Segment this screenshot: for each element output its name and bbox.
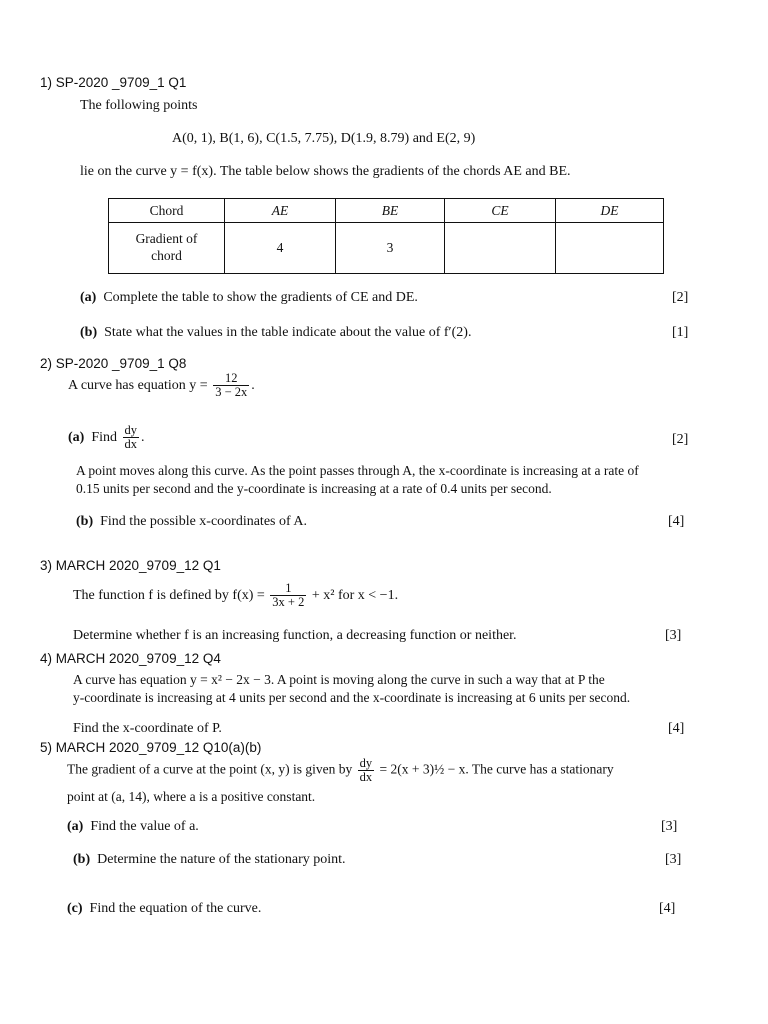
q1-points: A(0, 1), B(1, 6), C(1.5, 7.75), D(1.9, 8.79) and E(2, 9) [172,131,476,146]
q2a-suffix: . [141,429,145,445]
part-label: (b) [80,325,98,340]
q5-grad-suffix: = 2(x + 3)½ − x. The curve has a stationary [379,761,614,777]
table-cell [556,223,664,274]
q2-fraction [213,372,249,399]
q4-line1: A curve has equation y = x² − 2x − 3. A point is moving along the curve in such a way that at P the [73,672,605,687]
q2b-text: Find the possible x-coordinates of A. [100,514,307,529]
q1-curve-text: lie on the curve y = f(x). The table below shows the gradients of the chords AE and BE. [80,164,571,179]
q4-marks: [4] [668,721,685,736]
q2a-marks: [2] [672,432,689,447]
q2-para-line2: 0.15 units per second and the y-coordinate is increasing at a rate of 0.4 units per second. [76,481,552,496]
q3-header: 3) MARCH 2020_9709_12 Q1 [40,558,221,573]
q2-equation [68,372,255,399]
table-row [109,223,664,274]
q5b [73,852,346,868]
q5a [67,819,199,835]
q5a-marks: [3] [661,819,678,834]
q4-line2: y-coordinate is increasing at 4 units per second and the x-coordinate is increasing at 6 units per second. [73,690,631,705]
q5-header: 5) MARCH 2020_9709_12 Q10(a)(b) [40,740,262,755]
q1-header: 1) SP-2020 _9709_1 Q1 [40,75,187,90]
part-label: (a) [80,290,97,305]
q3-question: Determine whether f is an increasing function, a decreasing function or neither. [73,628,517,643]
q2a-fraction [123,424,140,451]
q1a-label [80,290,418,306]
gradient-table [108,198,664,274]
q3-fn-den: 3x + 2 [272,595,305,610]
q3-fn-num: 1 [270,582,306,596]
table-header-cell: Chord [109,199,225,223]
part-label: (a) [68,429,85,445]
q3-fraction [270,582,306,609]
q3-marks: [3] [665,628,682,643]
q2a [68,424,145,451]
q5a-text: Find the value of a. [90,819,199,834]
q4-header: 4) MARCH 2020_9709_12 Q4 [40,651,221,666]
table-header-row [109,199,664,223]
table-header-cell: DE [556,199,664,223]
row-label [109,223,225,274]
table-cell [445,223,556,274]
q2a-den: dx [124,437,138,452]
table-header-cell: BE [336,199,445,223]
table-header-cell: AE [225,199,336,223]
q2-para-line1: A point moves along this curve. As the point passes through A, the x-coordinate is increasing at a rate of [76,463,639,478]
part-label: (a) [67,819,84,834]
q2-eq-prefix: A curve has equation y = [68,377,208,393]
table-cell: 3 [336,223,445,274]
q5-fraction [358,757,375,784]
q2-header: 2) SP-2020 _9709_1 Q8 [40,356,187,371]
q5c-marks: [4] [659,901,676,916]
table-cell: 4 [225,223,336,274]
q1b-text: State what the values in the table indicate about the value of f′(2). [104,325,472,340]
q2a-num: dy [124,423,138,437]
q2-eq-num: 12 [213,372,249,386]
q1-intro: The following points [80,98,198,113]
q2b-marks: [4] [668,514,685,529]
q5b-marks: [3] [665,852,682,867]
q1b-marks: [1] [672,325,689,340]
row-label-text: Gradient of chord [135,231,198,263]
part-label: (c) [67,901,83,916]
q3-fn-suffix: + x² for x < −1. [311,587,399,603]
part-label: (b) [76,514,94,529]
q3-function [73,582,398,609]
q1a-marks: [2] [672,290,689,305]
q5-gradient [67,757,614,784]
table-header-cell: CE [445,199,556,223]
q5b-text: Determine the nature of the stationary point. [97,852,346,867]
q5c [67,901,261,917]
q5-grad-num: dy [359,756,373,770]
q4-question: Find the x-coordinate of P. [73,721,222,736]
q3-fn-prefix: The function f is defined by f(x) = [73,587,265,603]
q1a-text: Complete the table to show the gradients of CE and DE. [103,290,418,305]
q2b [76,514,307,530]
q5-line2: point at (a, 14), where a is a positive constant. [67,789,316,804]
q5-grad-den: dx [359,770,373,785]
part-label: (b) [73,852,91,867]
q1b-label [80,325,471,341]
q2-eq-den: 3 − 2x [215,385,248,400]
q5-grad-prefix: The gradient of a curve at the point (x, y) is given by [67,761,353,777]
q5c-text: Find the equation of the curve. [89,901,262,916]
q2-eq-suffix: . [251,377,255,393]
q2a-text: Find [91,429,118,445]
